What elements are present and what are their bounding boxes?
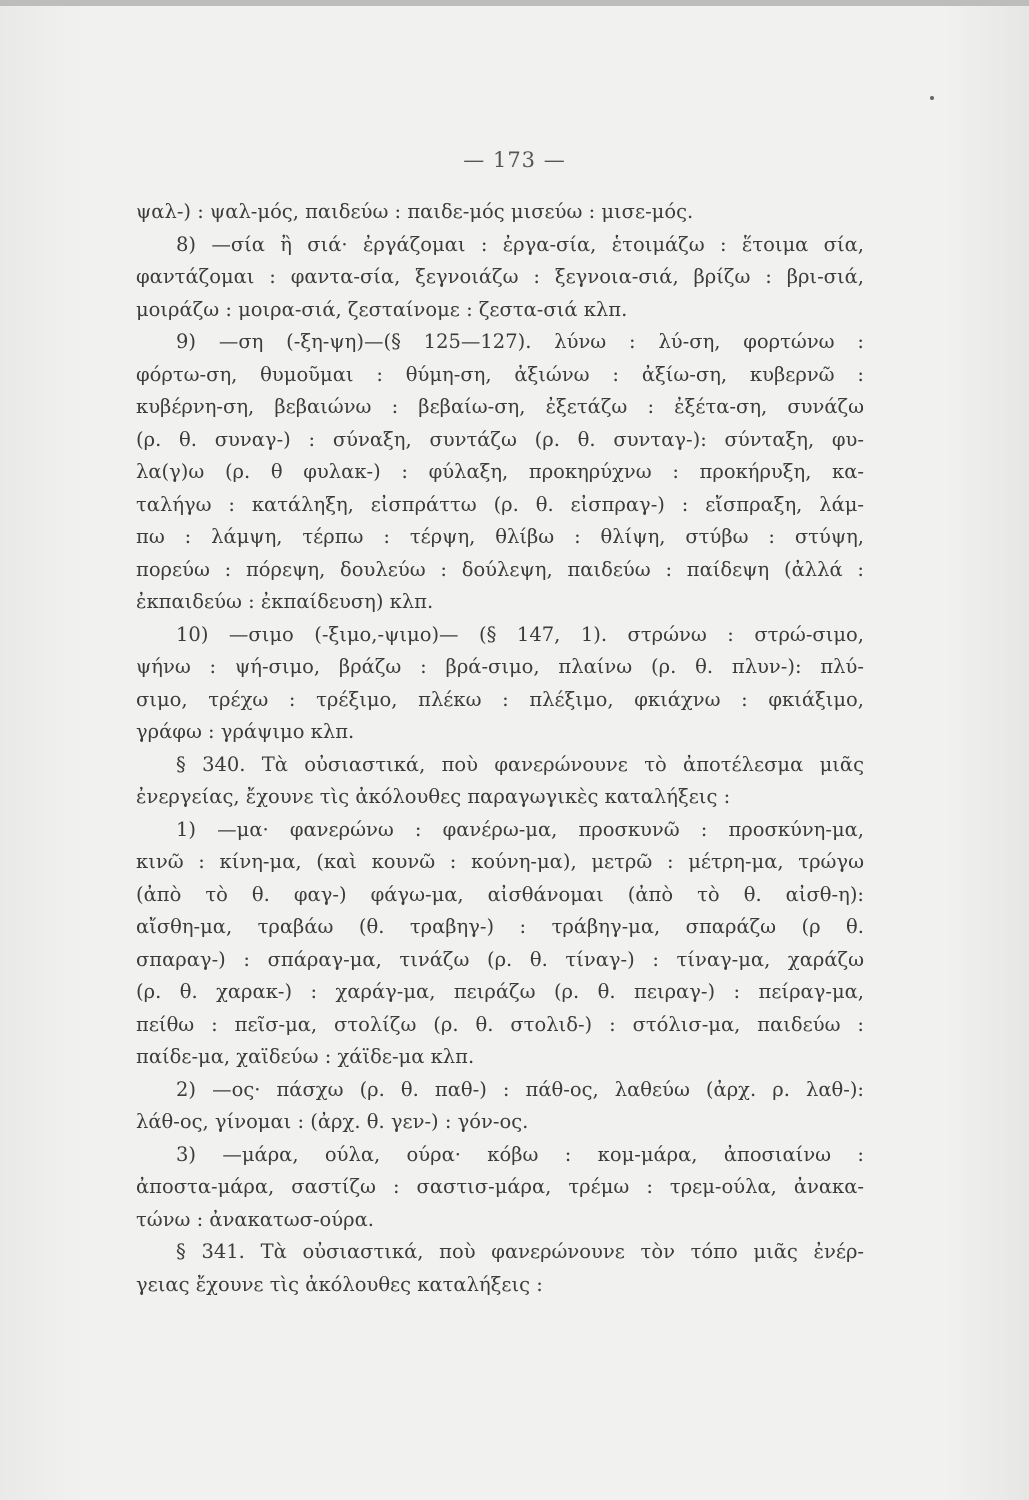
text-line: αἴσθη-μα, τραβάω (θ. τραβηγ-) : τράβηγ-μα, σπαράζω (ρ θ. — [136, 915, 864, 938]
text-line: λα(γ)ω (ρ. θ φυλακ-) : φύλαξη, προκηρύχνω : προκήρυξη, κα- — [136, 460, 864, 483]
text-line: § 341. Τὰ οὐσιαστικά, ποὺ φανερώνουνε τὸν τόπο μιᾶς ἐνέρ- — [176, 1240, 864, 1263]
text-line: φαντάζομαι : φαντα-σία, ξεγνοιάζω : ξεγνοια-σιά, βρίζω : βρι-σιά, — [136, 265, 864, 288]
text-line: ἀποστα-μάρα, σαστίζω : σαστισ-μάρα, τρέμω : τρεμ-ούλα, ἀνακα- — [136, 1175, 864, 1198]
text-line: (ρ. θ. χαρακ-) : χαράγ-μα, πειράζω (ρ. θ. πειραγ-) : πείραγ-μα, — [136, 980, 864, 1003]
text-line: 8) —σία ἢ σιά· ἐργάζομαι : ἐργα-σία, ἑτοιμάζω : ἕτοιμα σία, — [176, 232, 864, 256]
text-line: ψήνω : ψή-σιμο, βράζω : βρά-σιμο, πλαίνω (ρ. θ. πλυν-): πλύ- — [136, 655, 864, 678]
text-line: γειας ἔχουνε τὶς ἀκόλουθες καταλήξεις : — [136, 1272, 543, 1296]
text-line: 9) —ση (-ξη-ψη)—(§ 125—127). λύνω : λύ-ση, φορτώνω : — [176, 330, 864, 353]
text-line: ψαλ-) : ψαλ-μός, παιδεύω : παιδε-μός μισεύω : μισε-μός. — [136, 200, 694, 223]
text-line: § 340. Τὰ οὐσιαστικά, ποὺ φανερώνουνε τὸ ἀποτέλεσμα μιᾶς — [176, 752, 864, 776]
text-line: 10) —σιμο (-ξιμο,-ψιμο)— (§ 147, 1). στρώνω : στρώ-σιμο, — [176, 622, 864, 646]
text-line: κινῶ : κίνη-μα, (καὶ κουνῶ : κούνη-μα), μετρῶ : μέτρη-μα, τρώγω — [136, 850, 864, 873]
text-line: 2) —ος· πάσχω (ρ. θ. παθ-) : πάθ-ος, λαθεύω (ἀρχ. ρ. λαθ-): — [176, 1077, 864, 1101]
text-line: 1) —μα· φανερώνω : φανέρω-μα, προσκυνῶ : προσκύνη-μα, — [176, 817, 864, 841]
text-line: (ἀπὸ τὸ θ. φαγ-) φάγω-μα, αἰσθάνομαι (ἀπὸ τὸ θ. αἰσθ-η): — [136, 882, 864, 906]
text-line: σιμο, τρέχω : τρέξιμο, πλέκω : πλέξιμο, φκιάχνω : φκιάξιμο, — [136, 687, 864, 711]
text-line: πορεύω : πόρεψη, δουλεύω : δούλεψη, παιδεύω : παίδεψη (ἀλλά : — [136, 557, 864, 581]
text-line: παίδε-μα, χαϊδεύω : χάϊδε-μα κλπ. — [136, 1045, 475, 1068]
body-text — [136, 196, 864, 1301]
text-line: σπαραγ-) : σπάραγ-μα, τινάζω (ρ. θ. τίναγ-) : τίναγ-μα, χαράζω — [136, 947, 864, 971]
page-number: — 173 — — [463, 148, 566, 172]
text-line: τώνω : ἀνακατωσ-ούρα. — [136, 1207, 374, 1231]
text-line: κυβέρνη-ση, βεβαιώνω : βεβαίω-ση, ἐξετάζω : ἐξέτα-ση, συνάζω — [136, 395, 864, 418]
text-line: φόρτω-ση, θυμοῦμαι : θύμη-ση, ἀξιώνω : ἀξίω-ση, κυβερνῶ : — [136, 362, 864, 386]
text-line: λάθ-ος, γίνομαι : (ἀρχ. θ. γεν-) : γόν-ος. — [136, 1110, 529, 1133]
text-line: ἐκπαιδεύω : ἐκπαίδευση) κλπ. — [136, 590, 434, 613]
text-line: πω : λάμψη, τέρπω : τέρψη, θλίβω : θλίψη, στύβω : στύψη, — [136, 525, 864, 548]
ink-dot — [930, 96, 934, 100]
text-line: 3) —μάρα, ούλα, ούρα· κόβω : κομ-μάρα, ἀποσιαίνω : — [176, 1142, 864, 1166]
text-line: πείθω : πεῖσ-μα, στολίζω (ρ. θ. στολιδ-) : στόλισ-μα, παιδεύω : — [136, 1012, 864, 1036]
text-line: ἐνεργείας, ἔχουνε τὶς ἀκόλουθες παραγωγικὲς καταλήξεις : — [136, 785, 731, 808]
text-line: μοιράζω : μοιρα-σιά, ζεσταίνομε : ζεστα-σιά κλπ. — [136, 297, 628, 321]
text-line: γράφω : γράψιμο κλπ. — [136, 720, 355, 743]
text-line: (ρ. θ. συναγ-) : σύναξη, συντάζω (ρ. θ. συνταγ-): σύνταξη, φυ- — [136, 427, 864, 451]
page-top-edge — [0, 0, 1029, 6]
text-line: ταλήγω : κατάληξη, εἰσπράττω (ρ. θ. εἰσπραγ-) : εἴσπραξη, λάμ- — [136, 492, 864, 516]
